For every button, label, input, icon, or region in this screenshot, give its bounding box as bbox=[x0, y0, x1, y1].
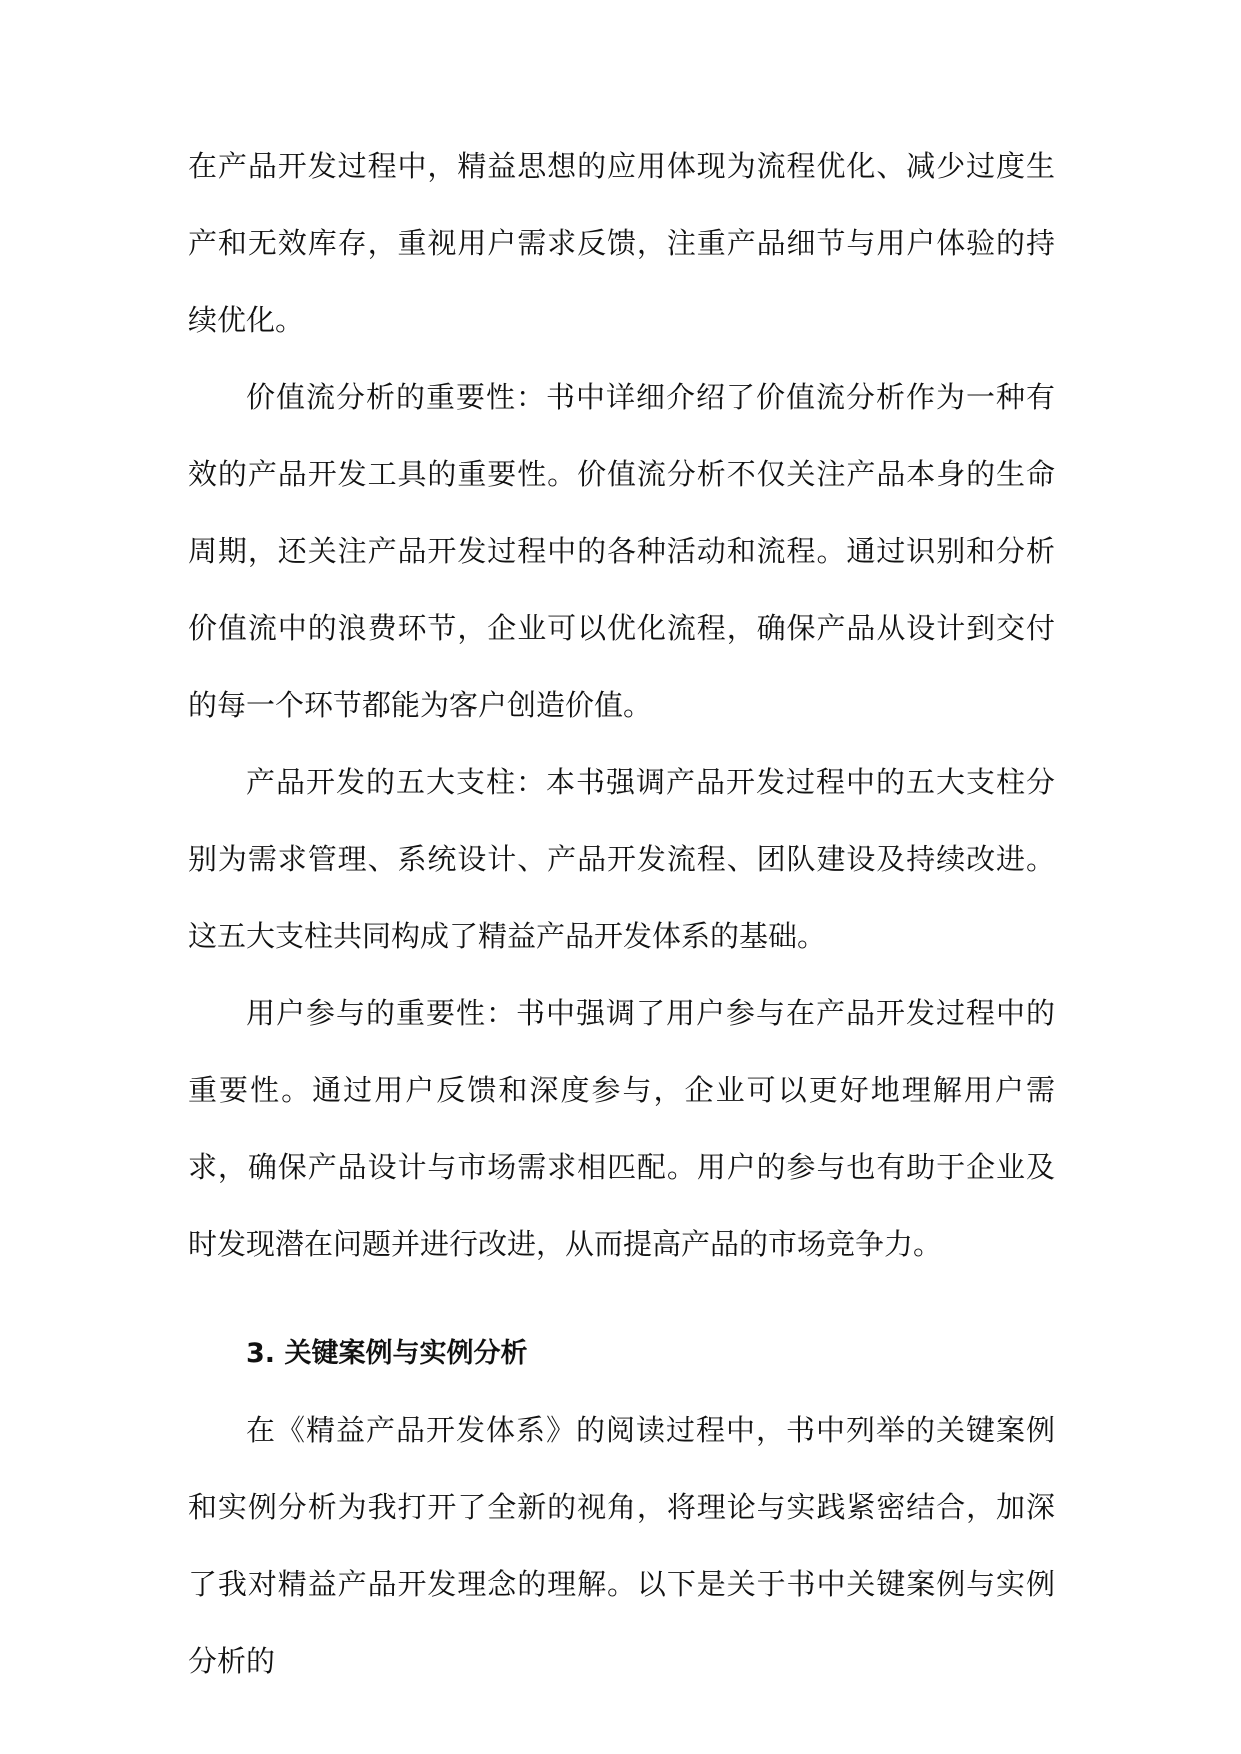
document-page bbox=[188, 128, 1055, 1700]
section-heading: 3. 关键案例与实例分析 bbox=[246, 1338, 528, 1369]
paragraph-user-participation: 用户参与的重要性：书中强调了用户参与在产品开发过程中的重要性。通过用户反馈和深度参与，企业可以更好地理解用户需求，确保产品设计与市场需求相匹配。用户的参与也有助于企业及时发现潜在问题并进行改进，从而提高产品的市场竞争力。 bbox=[188, 996, 1055, 1261]
paragraph-lean-application: 在产品开发过程中，精益思想的应用体现为流程优化、减少过度生产和无效库存，重视用户需求反馈，注重产品细节与用户体验的持续优化。 bbox=[188, 149, 1055, 337]
paragraph-case-intro: 在《精益产品开发体系》的阅读过程中，书中列举的关键案例和实例分析为我打开了全新的视角，将理论与实践紧密结合，加深了我对精益产品开发理念的理解。以下是关于书中关键案例与实例分析的 bbox=[188, 1413, 1055, 1678]
paragraph-value-stream: 价值流分析的重要性：书中详细介绍了价值流分析作为一种有效的产品开发工具的重要性。价值流分析不仅关注产品本身的生命周期，还关注产品开发过程中的各种活动和流程。通过识别和分析价值流中的浪费环节，企业可以优化流程，确保产品从设计到交付的每一个环节都能为客户创造价值。 bbox=[188, 380, 1055, 722]
paragraph-five-pillars: 产品开发的五大支柱：本书强调产品开发过程中的五大支柱分别为需求管理、系统设计、产品开发流程、团队建设及持续改进。这五大支柱共同构成了精益产品开发体系的基础。 bbox=[188, 765, 1055, 953]
